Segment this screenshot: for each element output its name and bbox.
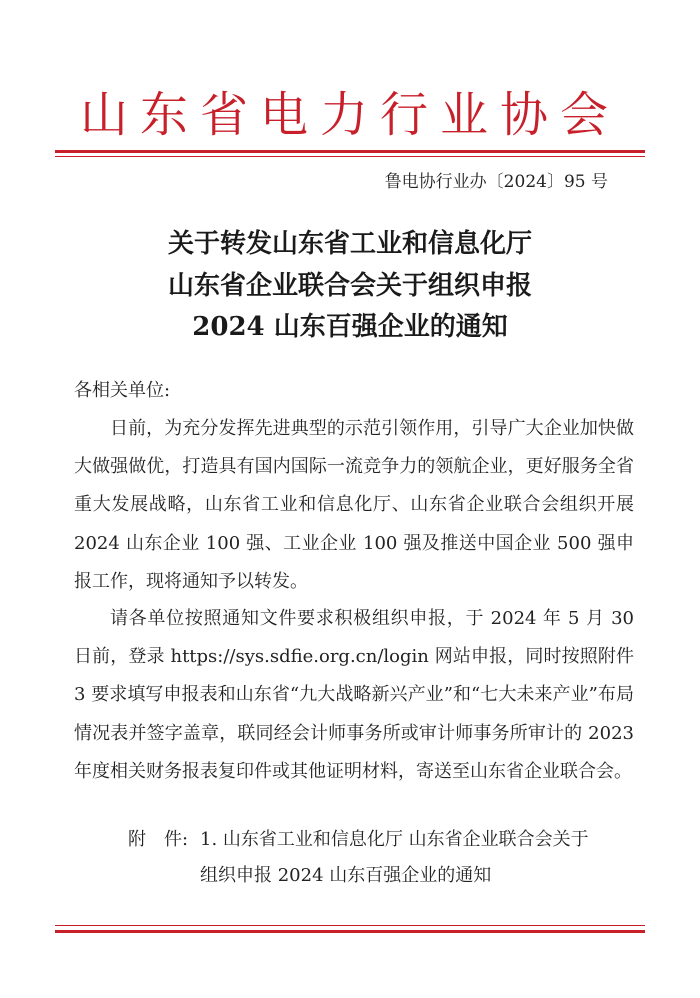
headline-line-3: 2024 山东百强企业的通知 — [192, 312, 508, 342]
footer-rule-thin — [55, 925, 645, 926]
document-number: 鲁电协行业办〔2024〕95 号 — [384, 172, 608, 192]
salutation: 各相关单位: — [74, 380, 171, 401]
letterhead-rule-thin — [55, 156, 645, 157]
headline-line-2: 山东省企业联合会关于组织申报 — [167, 271, 532, 301]
attachment-label: 附 件: — [128, 829, 189, 850]
headline-line-1: 关于转发山东省工业和信息化厅 — [167, 229, 532, 259]
letterhead-title: 山东省电力行业协会 — [79, 87, 620, 143]
body-paragraph-1: 日前，为充分发挥先进典型的示范引领作用，引导广大企业加快做大做强做优，打造具有国内国际一流竞争力的领航企业，更好服务全省重大发展战略，山东省工业和信息化厅、山东省企业联合会组织开展 2024 山东企业 100 强、工业企业 100 强及推送中国企业 500 强申报工作，现将通知予以转发。 — [74, 418, 634, 592]
footer-rule-thick — [55, 930, 645, 933]
body-paragraph-2: 请各单位按照通知文件要求积极组织申报，于 2024 年 5 月 30 日前，登录 https://sys.sdfie.org.cn/login 网站申报，同时按照附件 3 要求填写申报表和山东省“九大战略新兴产业”和“七大未来产业”布局情况表并签字盖章，联同经会计师事务所或审计师事务所审计的 2023 年度相关财务报表复印件或其他证明材料，寄送至山东省企业联合会。 — [74, 608, 634, 782]
attachment-item-line-1: 1. 山东省工业和信息化厅 山东省企业联合会关于 — [200, 829, 589, 850]
letterhead-rule-thick — [55, 150, 645, 153]
attachment-item-line-2: 组织申报 2024 山东百强企业的通知 — [200, 865, 492, 886]
